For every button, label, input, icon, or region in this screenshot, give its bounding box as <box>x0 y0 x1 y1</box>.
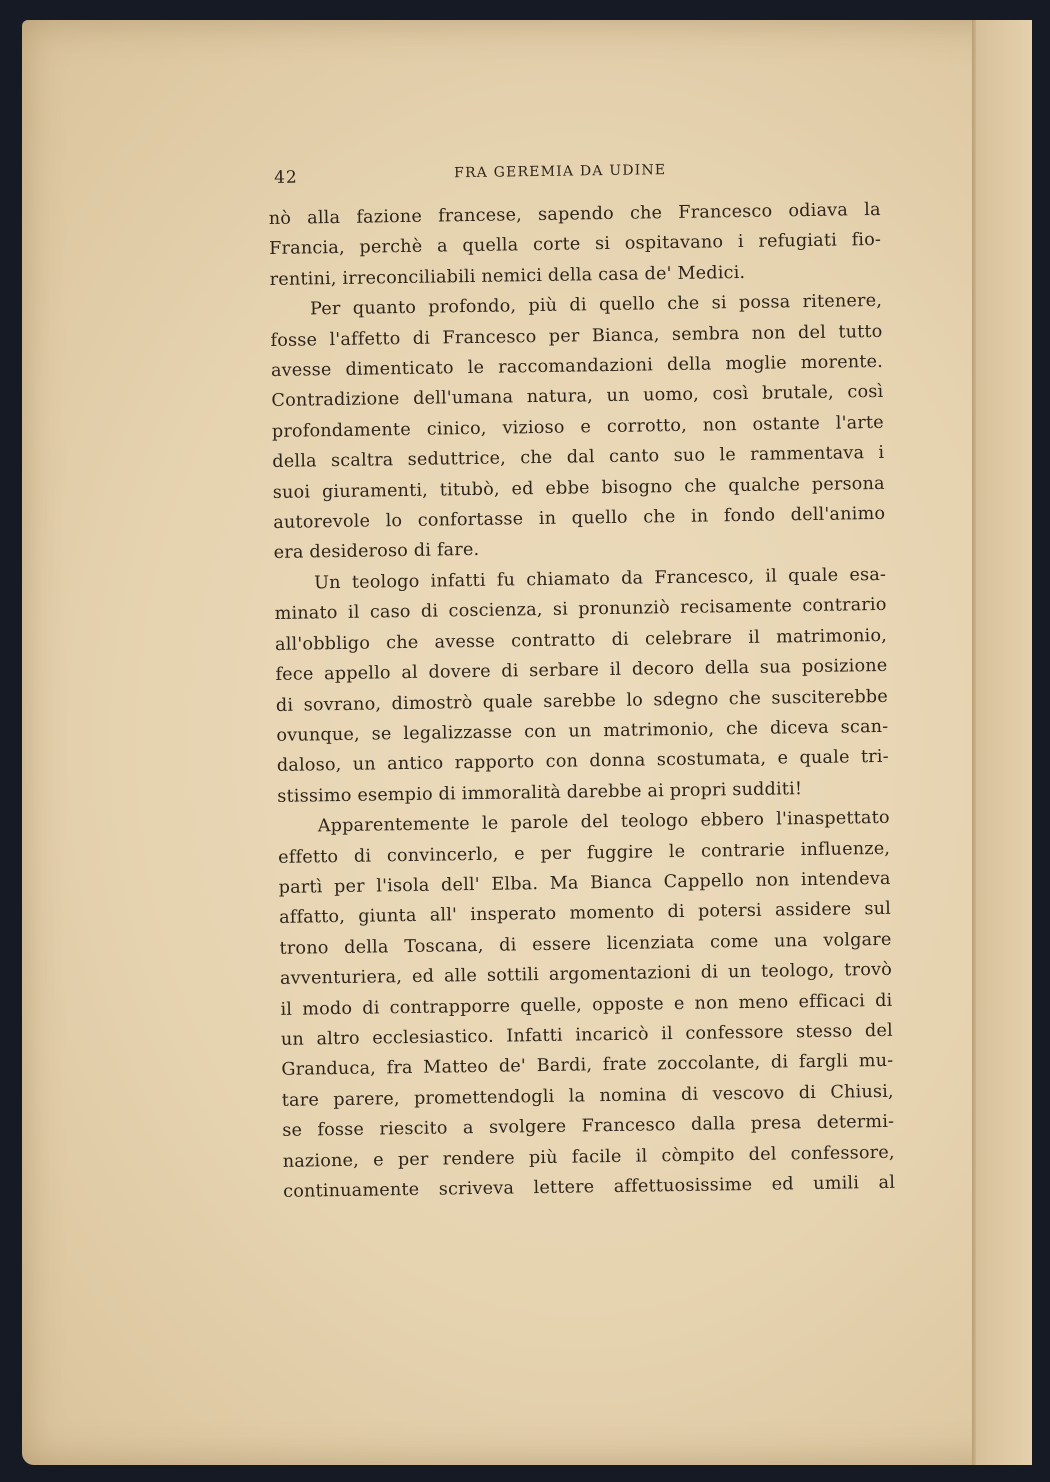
text-line: della scaltra seduttrice, che dal canto suo le rammentava i <box>272 443 885 473</box>
text-line: minato il caso di coscienza, si pronunziò recisamente contrario <box>274 595 887 625</box>
text-line: stissimo esempio di immoralità darebbe ai propri sudditi! <box>277 778 803 807</box>
text-line: partì per l'isola dell' Elba. Ma Bianca Cappello non intendeva <box>278 868 891 898</box>
text-line: Contradizione dell'umana natura, un uomo, così brutale, così <box>271 382 884 412</box>
text-line: profondamente cinico, vizioso e corrotto, non ostante l'arte <box>271 412 884 442</box>
text-line: tare parere, promettendogli la nomina di vescovo di Chiusi, <box>281 1081 894 1111</box>
page-text <box>268 159 895 1207</box>
text-line: autorevole lo confortasse in quello che in fondo dell'animo <box>273 503 886 534</box>
text-line: Per quanto profondo, più di quello che si possa ritenere, <box>309 291 883 320</box>
text-line: Granduca, fra Matteo de' Bardi, frate zoccolante, di fargli mu- <box>281 1051 894 1081</box>
text-line: Un teologo infatti fu chiamato da Francesco, il quale esa- <box>314 564 887 594</box>
text-line: fece appello al dovere di serbare il decoro della sua posizione <box>275 655 888 686</box>
running-title: FRA GEREMIA DA UDINE <box>453 162 667 182</box>
text-line: avesse dimenticato le raccomandazioni della moglie morente. <box>270 351 884 382</box>
text-line: era desideroso di fare. <box>273 540 480 564</box>
text-line: se fosse riescito a svolgere Francesco dalla presa determi- <box>282 1112 895 1142</box>
text-line: nazione, e per rendere più facile il còmpito del confessore, <box>282 1142 895 1172</box>
text-line: il modo di contrapporre quelle, opposte e non meno efficaci di <box>280 990 893 1020</box>
text-line: trono della Toscana, di essere licenziata come una volgare <box>279 929 892 959</box>
text-line: di sovrano, dimostrò quale sarebbe lo sdegno che susciterebbe <box>275 686 889 716</box>
text-line: effetto di convincerlo, e per fuggire le contrarie influenze, <box>278 838 891 868</box>
text-line: rentini, irreconciliabili nemici della casa de' Medici. <box>269 262 746 290</box>
text-line: affatto, giunta all' insperato momento di potersi assidere sul <box>278 899 892 929</box>
text-line: fosse l'affetto di Francesco per Bianca, sembra non del tutto <box>270 321 883 351</box>
page-number: 42 <box>273 167 298 188</box>
text-line: suoi giuramenti, titubò, ed ebbe bisogno che qualche persona <box>272 473 885 503</box>
text-line: Apparentemente le parole del teologo ebbero l'inaspettato <box>317 807 890 837</box>
text-line: all'obbligo che avesse contratto di celebrare il matrimonio, <box>274 625 888 655</box>
facing-page-edge <box>976 20 1032 1465</box>
text-line: Francia, perchè a quella corte si ospitavano i refugiati fio- <box>269 230 882 260</box>
text-line: ovunque, se legalizzasse con un matrimonio, che diceva scan- <box>276 716 889 746</box>
text-line: avventuriera, ed alle sottili argomentazioni di un teologo, trovò <box>279 959 893 990</box>
text-line: nò alla fazione francese, sapendo che Francesco odiava la <box>268 199 881 229</box>
text-line: continuamente scriveva lettere affettuosissime ed umili al <box>283 1172 896 1202</box>
text-line: un altro ecclesiastico. Infatti incaricò il confessore stesso del <box>280 1020 894 1050</box>
text-line: daloso, un antico rapporto con donna scostumata, e quale tri- <box>276 747 889 777</box>
